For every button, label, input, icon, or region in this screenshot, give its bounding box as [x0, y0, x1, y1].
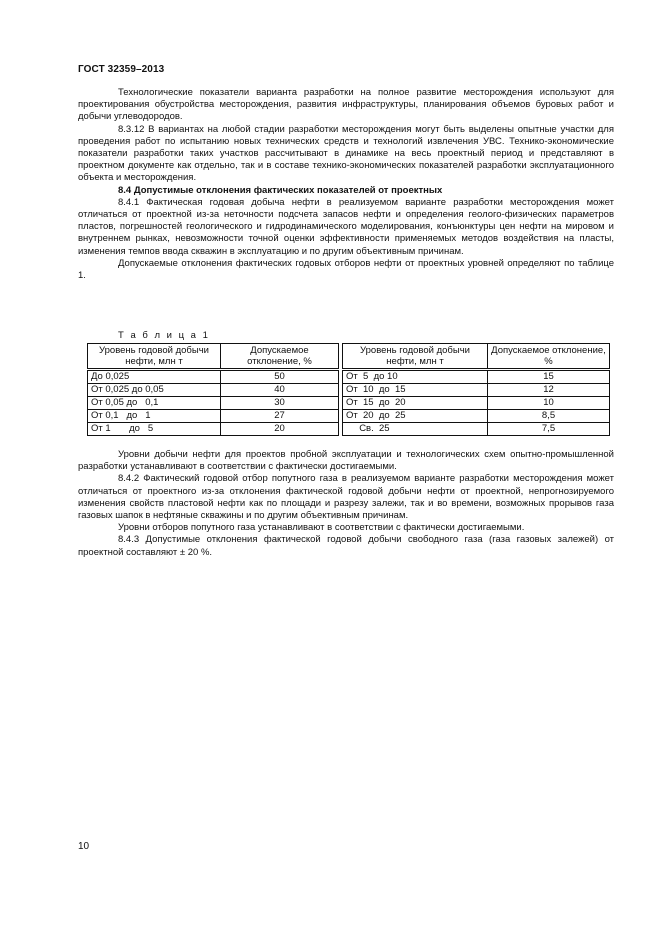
deviation-cell: 12	[488, 384, 610, 397]
table-row	[88, 384, 339, 397]
column-header-deviation: Допускаемое отклонение, %	[221, 344, 339, 370]
document-header: ГОСТ 32359–2013	[78, 64, 165, 75]
paragraph: 8.4.3 Допустимые отклонения фактической годовой добычи свободного газа (газа газовых залежей) от проектной составляют ± 20 %.	[78, 534, 614, 558]
table-row	[343, 370, 610, 384]
section-heading: 8.4 Допустимые отклонения фактических показателей от проектных	[118, 184, 443, 196]
deviation-cell: 8,5	[488, 410, 610, 423]
column-header-level: Уровень годовой добычи нефти, млн т	[88, 344, 221, 370]
table-header-row	[88, 344, 339, 370]
column-header-level: Уровень годовой добычи нефти, млн т	[343, 344, 488, 370]
table-row	[343, 397, 610, 410]
column-header-deviation: Допускаемое отклонение, %	[488, 344, 610, 370]
deviation-cell: 10	[488, 397, 610, 410]
table-header-row	[343, 344, 610, 370]
deviation-cell: 7,5	[488, 423, 610, 436]
table-caption: Т а б л и ц а 1	[118, 330, 210, 341]
deviation-cell: 20	[221, 423, 339, 436]
paragraph: 8.4.2 Фактический годовой отбор попутного газа в реализуемом варианте разработки месторождения может отличаться от проектного из-за отклонения фактической годовой добычи нефти от проектной, непрогнозируемого изменения свойств пластовой нефти как по площади и разрезу залежи, так и во времени, возможных прорывов газа газовых шапок в нефтяные скважины и по другим объективным причинам.	[78, 473, 614, 522]
level-cell: От 20 до 25	[343, 410, 488, 423]
level-cell: От 0,1 до 1	[88, 410, 221, 423]
body-text-after-table	[78, 449, 614, 559]
table-row	[343, 384, 610, 397]
level-cell: От 1 до 5	[88, 423, 221, 436]
paragraph: Допускаемые отклонения фактических годовых отборов нефти от проектных уровней определяют по таблице 1.	[78, 257, 614, 282]
deviation-cell: 15	[488, 370, 610, 384]
table-row	[88, 397, 339, 410]
paragraph: 8.4.1 Фактическая годовая добыча нефти в реализуемом варианте разработки месторождения может отличаться от проектной из-за неточности подсчета запасов нефти и определения геолого-физических параметров пластов, погрешностей геологического и гидродинамического моделирования, конъюнктуры цен нефти на мировом и внутреннем рынках, невозможности точной оценки эффективности применяемых методов воздействия на пласты, изменения темпов ввода скважин в эксплуатацию и по другим объективным причинам.	[78, 196, 614, 257]
deviation-cell: 40	[221, 384, 339, 397]
paragraph: Уровни добычи нефти для проектов пробной эксплуатации и технологических схем опытно-промышленной разработки устанавливают в соответствии с фактически достигаемыми.	[78, 449, 614, 473]
level-cell: От 0,05 до 0,1	[88, 397, 221, 410]
deviation-cell: 27	[221, 410, 339, 423]
table-row	[88, 410, 339, 423]
table-row	[88, 370, 339, 384]
deviation-table	[87, 343, 611, 438]
table-row	[88, 423, 339, 436]
deviation-table-right	[342, 343, 610, 436]
level-cell: От 5 до 10	[343, 370, 488, 384]
level-cell: Св. 25	[343, 423, 488, 436]
level-cell: От 10 до 15	[343, 384, 488, 397]
level-cell: От 0,025 до 0,05	[88, 384, 221, 397]
level-cell: До 0,025	[88, 370, 221, 384]
page-number: 10	[78, 841, 90, 852]
level-cell: От 15 до 20	[343, 397, 488, 410]
paragraph: 8.3.12 В вариантах на любой стадии разработки месторождения могут быть выделены опытные участки для проведения работ по испытанию новых технических средств и технологий извлечения УВС. Технико-экономические показатели разработки таких участков рассчитывают в динамике на весь проектный период и представляют в проектном документе как отдельно, так и в составе технико-экономических показателей разработки эксплуатационного объекта и месторождения.	[78, 123, 614, 184]
table-row	[343, 423, 610, 436]
deviation-cell: 50	[221, 370, 339, 384]
body-text-before-table	[78, 87, 614, 282]
table-row	[343, 410, 610, 423]
deviation-table-left	[87, 343, 339, 436]
paragraph: Технологические показатели варианта разработки на полное развитие месторождения используют для проектирования обустройства месторождения, развития инфраструктуры, планирования объемов буровых работ и добычи углеводородов.	[78, 87, 614, 123]
paragraph: Уровни отборов попутного газа устанавливают в соответствии с фактически достигаемыми.	[118, 522, 525, 534]
deviation-cell: 30	[221, 397, 339, 410]
